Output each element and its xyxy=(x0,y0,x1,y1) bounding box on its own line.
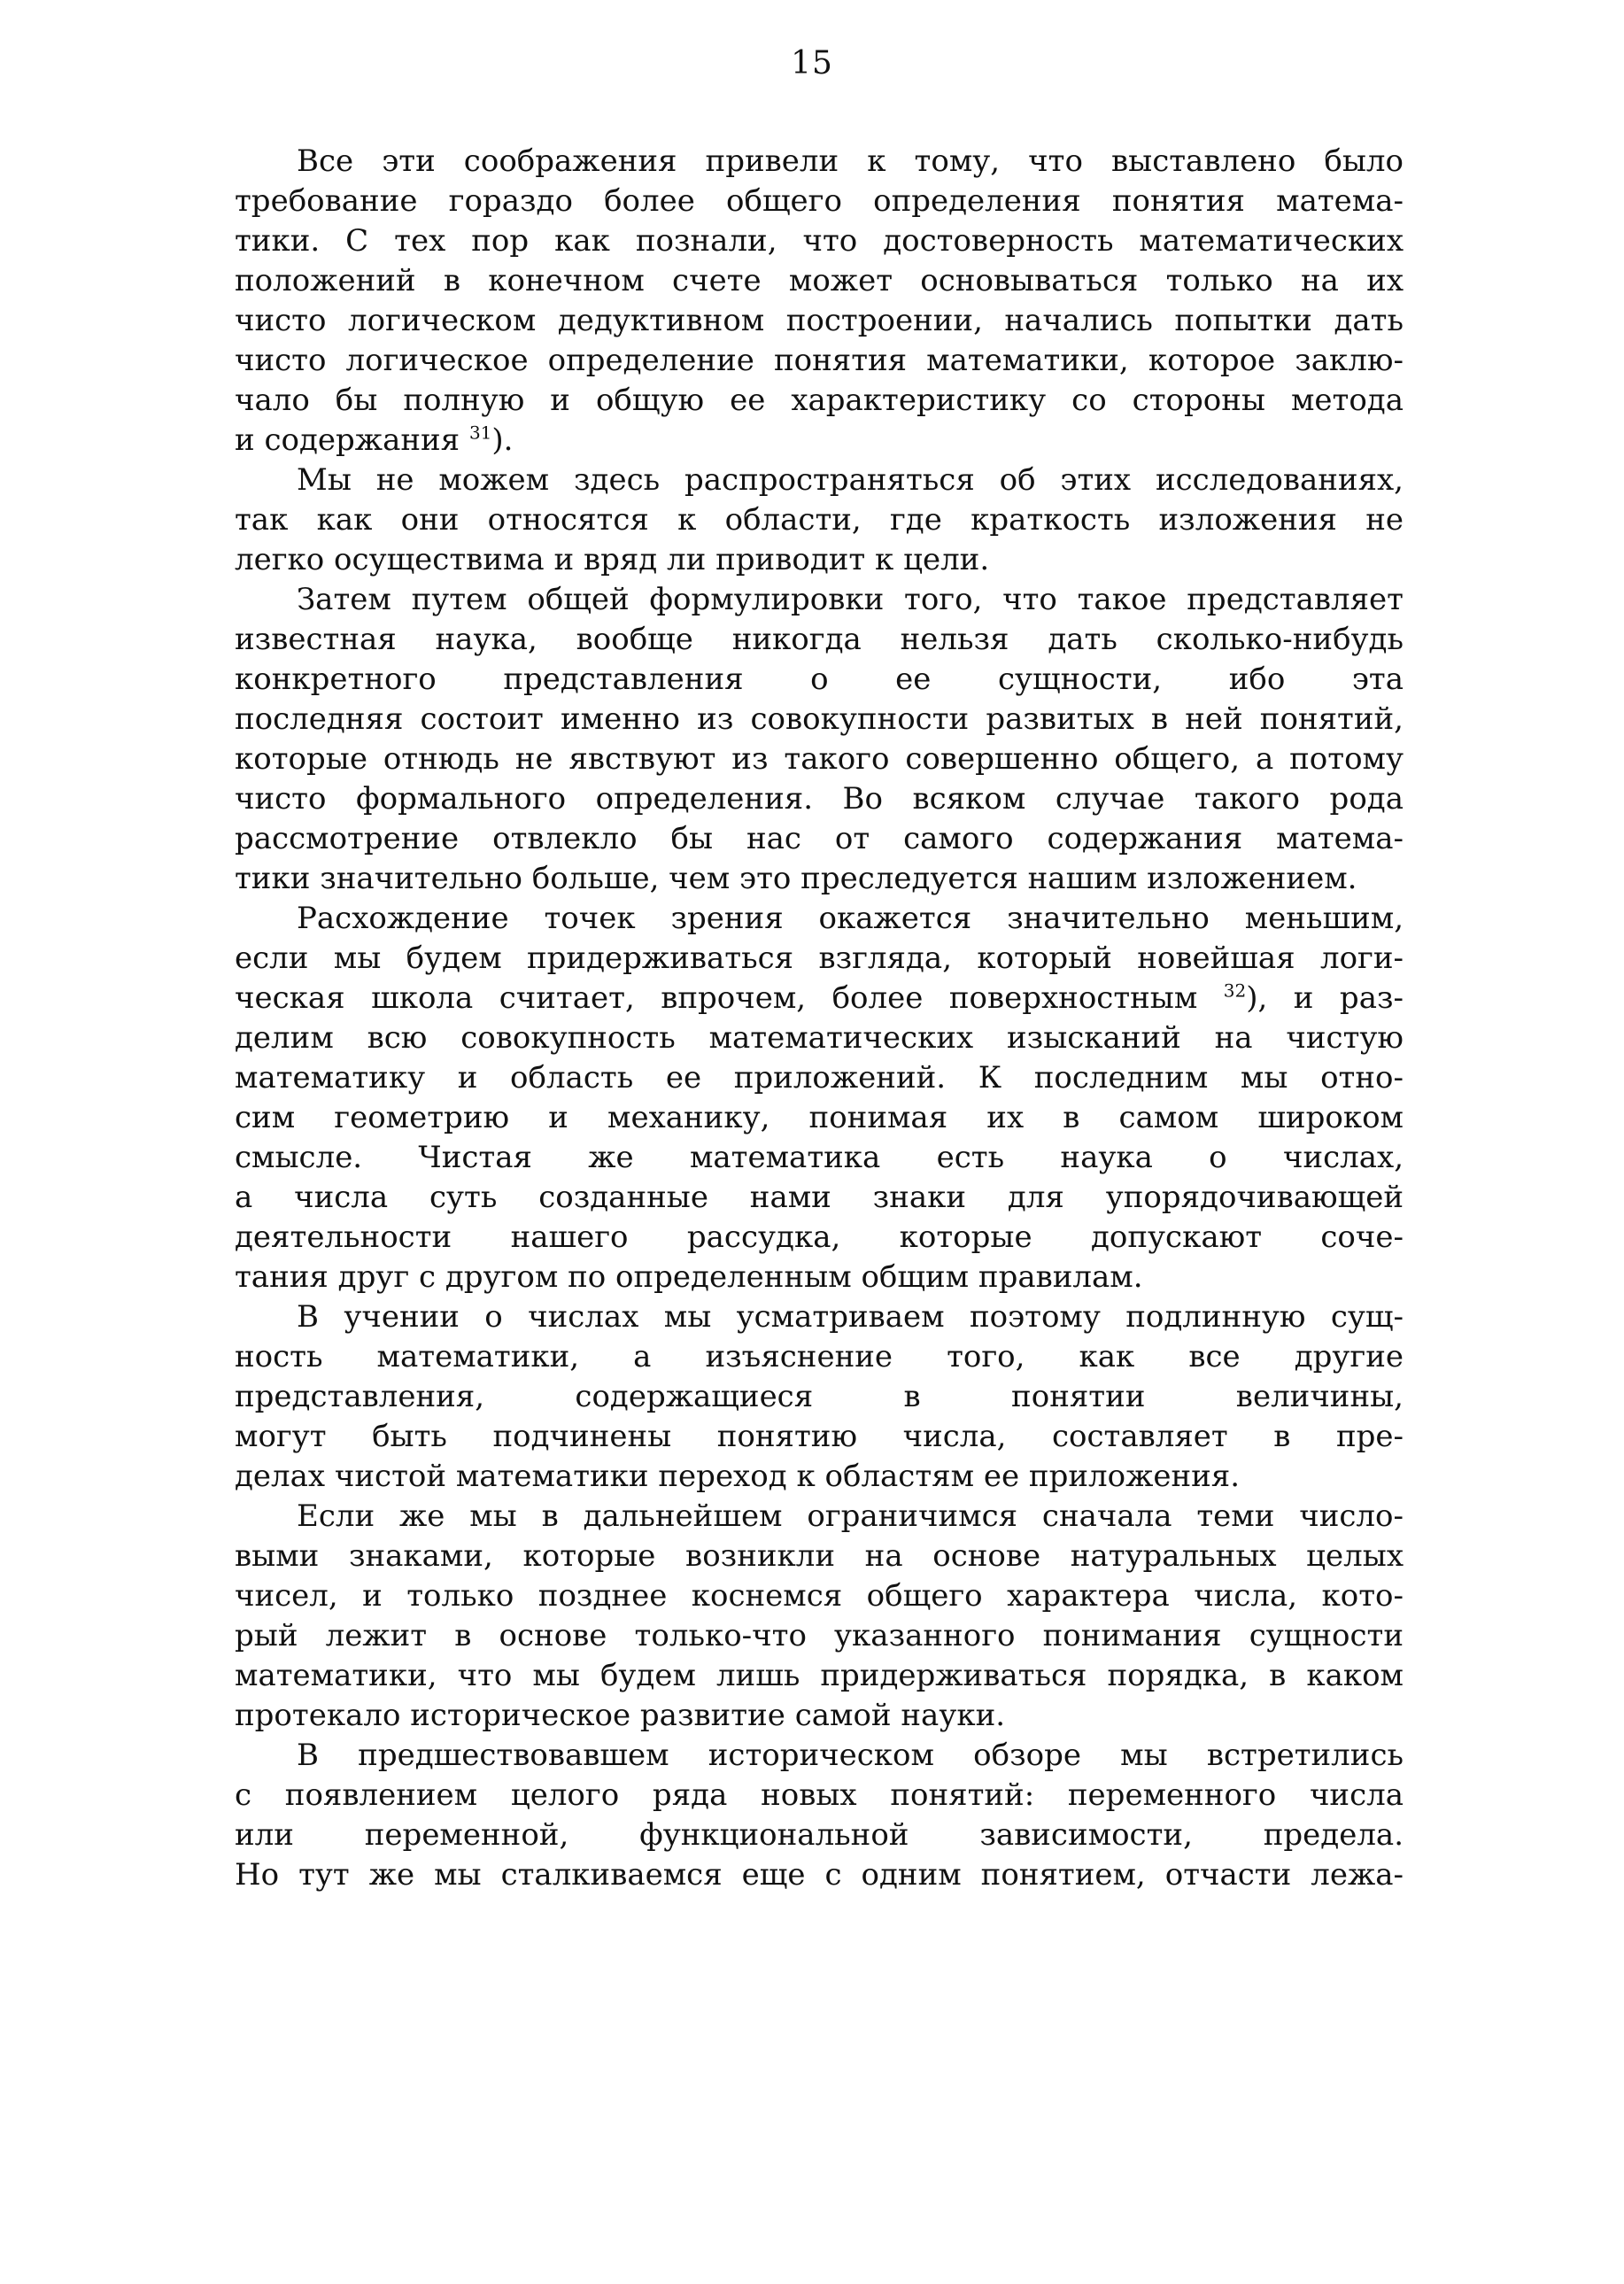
text-line: Если же мы в дальнейшем ограничимся сначала теми число- xyxy=(297,1498,1404,1534)
text-line: В учении о числах мы усматриваем поэтому подлинную сущ- xyxy=(297,1299,1404,1335)
footnote-ref: 31 xyxy=(468,422,492,444)
text-line: известная наука, вообще никогда нельзя дать сколько-нибудь xyxy=(235,622,1404,657)
text-line: делах чистой математики переход к областям ее приложения. xyxy=(235,1459,1241,1494)
text-line: В предшествовавшем историческом обзоре мы встретились xyxy=(297,1738,1404,1773)
text-line: математики, что мы будем лишь придерживаться порядка, в каком xyxy=(235,1658,1404,1693)
text-line xyxy=(235,979,1404,1018)
text-line: с появлением целого ряда новых понятий: переменного числа xyxy=(235,1777,1404,1813)
text-line: сим геометрию и механику, понимая их в самом широком xyxy=(235,1100,1404,1135)
text-fragment: ). xyxy=(491,422,514,458)
text-line: рассмотрение отвлекло бы нас от самого содержания матема- xyxy=(235,821,1404,856)
text-line: ность математики, а изъяснение того, как все другие xyxy=(235,1339,1404,1374)
text-line: протекало историческое развитие самой науки. xyxy=(235,1698,1006,1733)
text-line: а числа суть созданные нами знаки для упорядочивающей xyxy=(235,1180,1404,1215)
text-line: если мы будем придерживаться взгляда, который новейшая логи- xyxy=(235,941,1404,976)
paragraph-1 xyxy=(235,142,1404,461)
text-line: Но тут же мы сталкиваемся еще с одним понятием, отчасти лежа- xyxy=(235,1857,1404,1893)
text-line: чисел, и только позднее коснемся общего характера числа, кото- xyxy=(235,1578,1404,1614)
text-line: Расхождение точек зрения окажется значительно меньшим, xyxy=(297,901,1404,936)
text-line: чало бы полную и общую ее характеристику со стороны метода xyxy=(235,383,1404,418)
text-line: рый лежит в основе только-что указанного понимания сущности xyxy=(235,1618,1404,1653)
text-line: выми знаками, которые возникли на основе натуральных целых xyxy=(235,1538,1404,1574)
text-line: требование гораздо более общего определения понятия матема- xyxy=(235,183,1404,219)
text-line: делим всю совокупность математических изысканий на чистую xyxy=(235,1020,1404,1056)
text-line: представления, содержащиеся в понятии величины, xyxy=(235,1379,1404,1414)
text-line xyxy=(235,421,1404,461)
text-line: легко осуществима и вряд ли приводит к цели. xyxy=(235,542,990,577)
text-line: тики значительно больше, чем это преследуется нашим изложением. xyxy=(235,861,1357,896)
text-fragment: и содержания xyxy=(235,422,460,458)
text-fragment: ), и раз- xyxy=(1246,980,1404,1016)
text-line: могут быть подчинены понятию числа, составляет в пре- xyxy=(235,1419,1404,1454)
text-line: последняя состоит именно из совокупности развитых в ней понятий, xyxy=(235,701,1404,737)
footnote-ref: 32 xyxy=(1223,979,1247,1002)
paragraph-3 xyxy=(235,580,1404,899)
paragraph-5 xyxy=(235,1297,1404,1497)
text-line: так как они относятся к области, где краткость изложения не xyxy=(235,502,1404,538)
page-number: 15 xyxy=(791,45,833,81)
paragraph-4 xyxy=(235,899,1404,1297)
text-line: или переменной, функциональной зависимости, предела. xyxy=(235,1817,1404,1853)
text-line: положений в конечном счете может основываться только на их xyxy=(235,263,1404,298)
text-fragment: ческая школа считает, впрочем, более поверхностным xyxy=(235,980,1198,1016)
paragraph-2 xyxy=(235,461,1404,580)
text-line: чисто логическое определение понятия математики, которое заклю- xyxy=(235,343,1404,378)
text-line: чисто формального определения. Во всяком случае такого рода xyxy=(235,781,1404,817)
text-line: тания друг с другом по определенным общим правилам. xyxy=(235,1259,1143,1295)
text-line: Затем путем общей формулировки того, что такое представляет xyxy=(297,582,1404,617)
paragraph-7 xyxy=(235,1736,1404,1895)
text-line: Все эти соображения привели к тому, что выставлено было xyxy=(297,143,1404,179)
text-line: математику и область ее приложений. К последним мы отно- xyxy=(235,1060,1404,1096)
text-line: тики. С тех пор как познали, что достоверность математических xyxy=(235,223,1404,259)
text-line: чисто логическом дедуктивном построении, начались попытки дать xyxy=(235,303,1404,338)
text-line: которые отнюдь не явствуют из такого совершенно общего, а потому xyxy=(235,741,1404,777)
text-line: деятельности нашего рассудка, которые допускают соче- xyxy=(235,1219,1404,1255)
text-line: конкретного представления о ее сущности, ибо эта xyxy=(235,662,1404,697)
text-line: Мы не можем здесь распространяться об этих исследованиях, xyxy=(297,462,1404,498)
body-text xyxy=(235,142,1404,1895)
text-line: смысле. Чистая же математика есть наука о числах, xyxy=(235,1140,1404,1175)
paragraph-6 xyxy=(235,1497,1404,1736)
